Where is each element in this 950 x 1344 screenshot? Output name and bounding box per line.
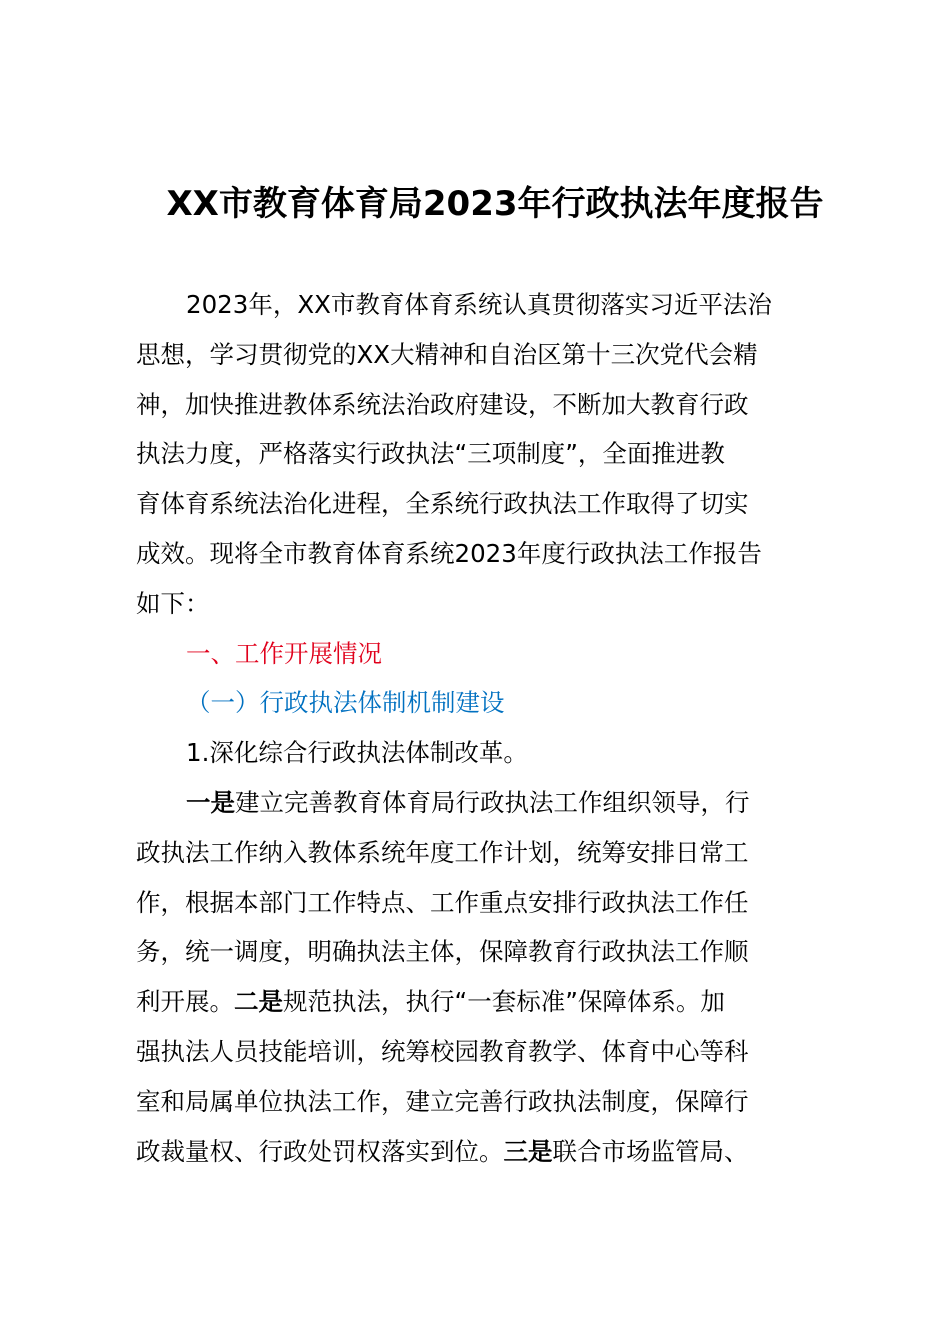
document-body bbox=[136, 280, 836, 1176]
paragraph-line: 务，统一调度，明确执法主体，保障教育行政执法工作顺 bbox=[136, 937, 749, 967]
intro-line: 神，加快推进教体系统法治政府建设，不断加大教育行政 bbox=[136, 389, 749, 419]
intro-line: 2023年，XX市教育体育系统认真贯彻落实习近平法治 bbox=[186, 290, 772, 319]
intro-line: 思想，学习贯彻党的XX大精神和自治区第十三次党代会精 bbox=[136, 339, 758, 369]
intro-line: 如下： bbox=[136, 588, 210, 618]
paragraph-text: 建立完善教育体育局行政执法工作组织领导，行 bbox=[235, 787, 750, 817]
lead-phrase: 一是 bbox=[186, 787, 235, 817]
intro-line: 成效。现将全市教育体育系统2023年度行政执法工作报告 bbox=[136, 538, 762, 568]
paragraph-line: 室和局属单位执法工作，建立完善行政执法制度，保障行 bbox=[136, 1086, 749, 1116]
document-title: XX市教育体育局2023年行政执法年度报告 bbox=[166, 184, 824, 224]
paragraph-line: 强执法人员技能培训，统筹校园教育教学、体育中心等科 bbox=[136, 1036, 749, 1066]
paragraph-text: 规范执法，执行“一套标准”保障体系。加 bbox=[283, 987, 725, 1017]
paragraph-line bbox=[136, 977, 836, 1027]
paragraph-line: 作，根据本部门工作特点、工作重点安排行政执法工作任 bbox=[136, 887, 749, 917]
paragraph-text: 政裁量权、行政处罚权落实到位。 bbox=[136, 1136, 504, 1166]
section-heading-3: 1.深化综合行政执法体制改革。 bbox=[186, 738, 528, 768]
paragraph-text: 联合市场监管局、 bbox=[552, 1136, 749, 1166]
intro-line: 执法力度，严格落实行政执法“三项制度”，全面推进教 bbox=[136, 439, 725, 469]
paragraph-line: 政执法工作纳入教体系统年度工作计划，统筹安排日常工 bbox=[136, 837, 749, 867]
lead-phrase: 二是 bbox=[234, 987, 283, 1017]
section-heading-1: 一、工作开展情况 bbox=[186, 638, 382, 668]
paragraph-line bbox=[136, 778, 836, 828]
lead-phrase: 三是 bbox=[503, 1136, 553, 1166]
paragraph-line bbox=[136, 1127, 836, 1177]
intro-line: 育体育系统法治化进程，全系统行政执法工作取得了切实 bbox=[136, 489, 749, 519]
paragraph-text: 利开展。 bbox=[136, 987, 234, 1017]
section-heading-2: （一）行政执法体制机制建设 bbox=[186, 688, 505, 718]
